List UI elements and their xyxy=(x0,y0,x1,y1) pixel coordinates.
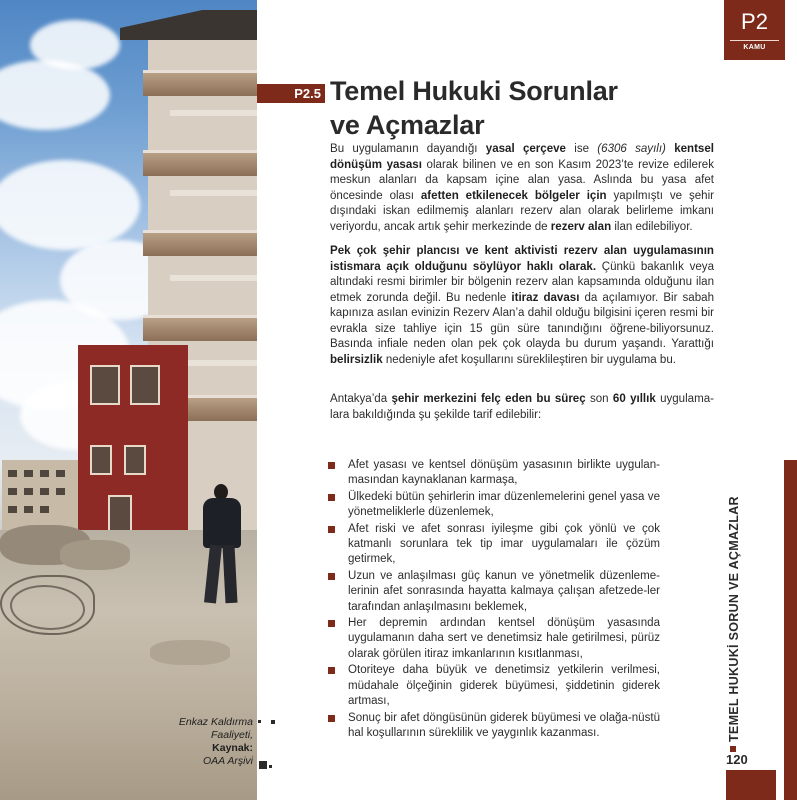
list-item-text: Sonuç bir afet döngüsünün giderek büyümesi ve olağa-nüstü hal koşullarının süreklilik ve yaygınlık kazanması. xyxy=(348,711,660,739)
italic-text: (6306 sayılı) xyxy=(597,143,666,155)
paragraph-2 xyxy=(330,244,714,368)
balcony xyxy=(143,70,257,96)
emphasis-text: 60 yıllık xyxy=(612,393,656,405)
section-number: P2.5 xyxy=(257,84,325,103)
caption-marker xyxy=(258,720,261,723)
list-item xyxy=(328,522,660,568)
body-run: olarak bilinen ve en son Kasım 2023’te revize edilerek meskun alanları da kapsam içine alan yasa. Aslında bu yasa afet öncesinde olası xyxy=(330,158,714,202)
paragraph-1 xyxy=(330,142,714,235)
emphasis-text: belirsizlik xyxy=(330,353,383,366)
chapter-tab xyxy=(724,0,785,60)
bullet-marker xyxy=(328,494,335,501)
list-item-text: Her depremin ardından kentsel dönüşüm yasasında uygulamanın daha sert ve denetimsiz hale getirilmesi, pürüz olarak görülen itiraz imkanlarının kısıtlanması, xyxy=(348,617,660,660)
chapter-code: P2 xyxy=(741,9,768,34)
chapter-tab-divider xyxy=(730,40,779,41)
distant-building xyxy=(2,460,78,530)
emphasis-text: kentsel dönüşüm yasası xyxy=(330,143,714,171)
red-building xyxy=(78,345,188,555)
body-run xyxy=(666,143,674,155)
title-line1: Temel Hukuki Sorunlar xyxy=(330,76,618,106)
bullet-marker xyxy=(328,715,335,722)
side-accent-bar xyxy=(784,460,797,800)
body-run: Antakya’da xyxy=(330,393,392,405)
footer-accent-block xyxy=(726,770,776,800)
emphasis-text: rezerv alan xyxy=(550,220,612,233)
body-run: yapılmıştı ve şehir dışındaki iskan edilmemiş alanları rezerv alan olarak belirleme imkanı veriyordu, ancak artık şehir merkezinde de xyxy=(330,189,714,233)
bullet-marker xyxy=(328,667,335,674)
list-item xyxy=(328,663,660,709)
body-text xyxy=(330,142,714,432)
list-item xyxy=(328,616,660,662)
list-item xyxy=(328,458,660,489)
caption-marker xyxy=(259,761,267,769)
list-item-text: Otoriteye daha büyük ve denetimsiz yetkilerin verilmesi, müdahale ölçeğinin giderek büyümesi, şiddetinin giderek artması, xyxy=(348,664,660,708)
emphasis-text: Pek çok şehir plancısı ve kent aktivisti rezerv alan uygulamasının istismara açık olduğunu söylüyor haklı olarak. xyxy=(330,245,714,273)
body-run: uygulamalara bakıldığında şu şekilde tarif edilebilir: xyxy=(330,393,714,421)
list-item xyxy=(328,711,660,742)
balcony xyxy=(143,150,257,176)
body-run: nedeniyle afet koşullarını süreklileştiren bir uygulama bu. xyxy=(382,353,676,366)
body-run: Çünkü bakanlık veya altındaki resmi birimler bir bölgenin rezerv alan kapsamında olduğunu ilan etmek zorunda değil. Bu nedenle xyxy=(330,260,714,304)
building-roof xyxy=(120,10,257,40)
body-run: ilan edilebiliyor. xyxy=(611,220,693,233)
emphasis-text: afetten etkilenecek bölgeler için xyxy=(420,189,607,202)
caption-marker xyxy=(271,720,275,724)
page-title xyxy=(330,74,650,142)
bullet-marker xyxy=(328,462,335,469)
bullet-list xyxy=(328,458,660,742)
photo-caption xyxy=(158,716,253,768)
list-item xyxy=(328,569,660,615)
body-run: Bu uygulamanın dayandığı xyxy=(330,143,486,155)
caption-source: OAA Arşivi xyxy=(203,755,253,767)
balcony xyxy=(143,315,257,341)
caption-line1: Enkaz Kaldırma xyxy=(178,716,253,728)
body-run: da açılamıyor. Bir sabah kapınıza asılan evinizin Rezerv Alan’a dahil olduğu bilgisini içeren resmi bir evrakla size tahliye için 15 gün süre tanındığını öğrene-biliyorsunuz. Basında infiale neden olan pek çok olayda bu durum yaşandı. Yarattığı xyxy=(330,291,714,350)
emphasis-text: itiraz davası xyxy=(511,291,580,304)
caption-source-label: Kaynak: xyxy=(212,742,253,754)
page-number: 120 xyxy=(726,752,748,767)
bullet-marker xyxy=(328,526,335,533)
side-title: TEMEL HUKUKİ SORUN VE AÇMAZLAR xyxy=(727,496,741,742)
bullet-marker xyxy=(328,620,335,627)
title-line2: ve Açmazlar xyxy=(330,110,485,140)
paragraph-3 xyxy=(330,392,714,423)
list-item-text: Ülkedeki bütün şehirlerin imar düzenlemelerini genel yasa ve yönetmeliklerle düzenlemek, xyxy=(348,490,660,519)
emphasis-text: şehir merkezini felç eden bu süreç xyxy=(391,393,586,405)
bullet-marker xyxy=(328,573,335,580)
cover-photo xyxy=(0,0,257,800)
body-run: ise xyxy=(565,143,598,155)
balcony xyxy=(143,230,257,256)
list-item xyxy=(328,490,660,521)
body-run: son xyxy=(585,393,613,405)
chapter-label: KAMU xyxy=(743,44,766,51)
caption-marker xyxy=(269,765,272,768)
caption-line2: Faaliyeti, xyxy=(210,729,253,741)
emphasis-text: yasal çerçeve xyxy=(485,143,566,155)
list-item-text: Uzun ve anlaşılması güç kanun ve yönetmelik düzenleme-lerinin afet sonrasında hayatta kalmaya çalışan afetzede-ler tarafından anlaşılmasını beklemek, xyxy=(348,569,660,613)
list-item-text: Afet yasası ve kentsel dönüşüm yasasının birlikte uygulan-masından kaynaklanan karmaşa, xyxy=(348,459,660,487)
list-item-text: Afet riski ve afet sonrası iyileşme gibi çok yönlü ve çok katmanlı sorunlara tek tip imar uygulamaları ile çözüm getirmek, xyxy=(348,522,660,566)
